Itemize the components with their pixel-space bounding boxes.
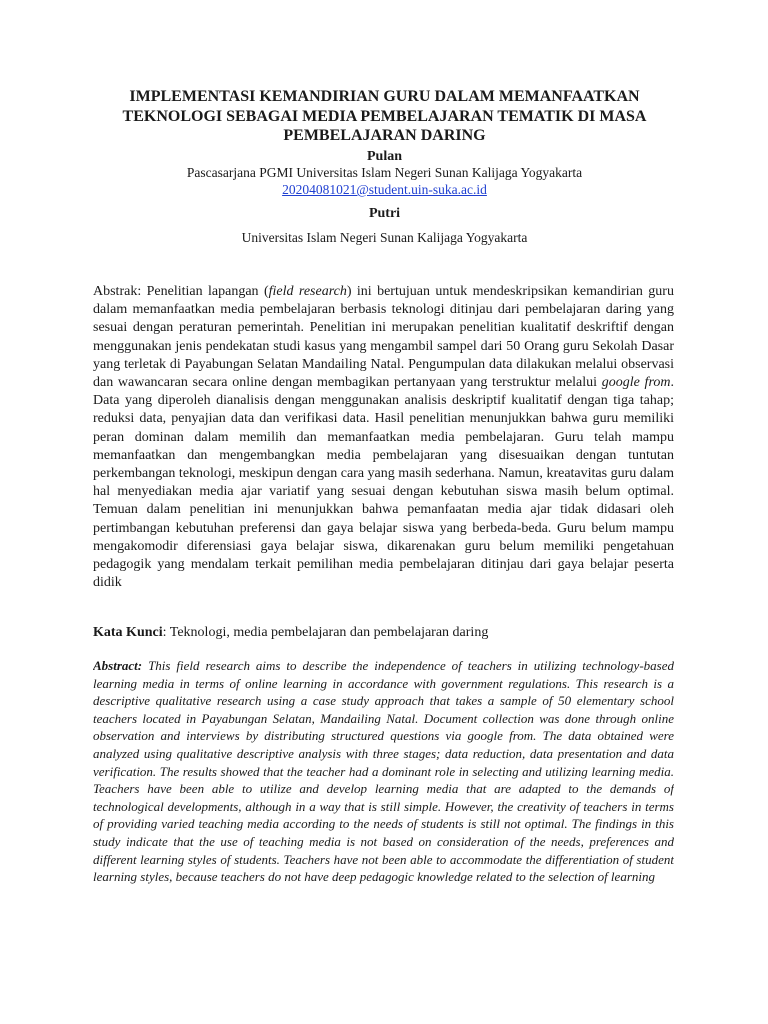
author-name-2: Putri <box>368 206 401 221</box>
abstract-label: Abstract: <box>93 658 143 673</box>
abstrak-text-b: . Data yang diperoleh dianalisis dengan menggunakan analisis deskriptif kualitatif dengan tiga tahap; reduksi data, penyajian data dan verifikasi data. Hasil penelitian menunjukkan bahwa guru memiliki peran dominan dalam memilih dan memanfaatkan media pembelajaran. Guru telah mampu memanfaatkan dan mengembangkan media pembelajaran yang disesuaikan dengan tuntutan perkembangan teknologi, meskipun dengan cara yang masih sederhana. Namun, kreatavitas guru dalam hal menyediakan media ajar variatif yang sesuai dengan kebutuhan siswa masih belum optimal. Temuan dalam penelitian ini menunjukkan bahwa pemanfaatan media ajar tidak didasari oleh pertimbangan kebutuhan preferensi dan gaya belajar siswa yang berbeda-beda. Guru belum mampu mengakomodir diferensiasi gaya belajar siswa, dikarenakan guru belum memiliki pengetahuan pedagogik yang mendalam terkait pemilihan media pembelajaran ditinjau dari gaya belajar peserta didik <box>93 375 674 591</box>
kata-kunci <box>93 625 674 641</box>
abstract-text: This field research aims to describe the independence of teachers in utilizing technology-based learning media in terms of online learning in accordance with government regulations. This research is a descriptive qualitative research using a case study approach that takes a sample of 50 elementary school teachers located in Payabungan Selatan, Mandailing Natal. Document collection was done through online observation and interviews by distributing structured questions via google from. The data obtained were analyzed using qualitative descriptive analysis with three stages; data reduction, data presentation and data verification. The results showed that the teacher had a dominant role in selecting and utilizing learning media. Teachers have been able to utilize and develop learning media that are adapted to the demands of technological developments, although in a way that is still simple. However, the creativity of teachers in terms of providing varied teaching media according to the needs of students is still not optimal. The findings in this study indicate that the use of teaching media is not based on consideration of the needs, preferences and different learning styles of students. Teachers have not been able to accommodate the differentiation of student learning styles, because teachers do not have deep pedagogic knowledge related to the selection of learning <box>93 658 674 885</box>
paper-title: IMPLEMENTASI KEMANDIRIAN GURU DALAM MEMANFAATKAN TEKNOLOGI SEBAGAI MEDIA PEMBELAJARAN TEMATIK DI MASA PEMBELAJARAN DARING <box>122 88 647 144</box>
abstrak-term-google-from: google from <box>601 375 671 391</box>
abstrak-intro: Abstrak: Penelitian lapangan ( <box>93 284 269 299</box>
author-email-link[interactable]: 20204081021@student.uin-suka.ac.id <box>282 182 487 197</box>
author-affiliation-2: Universitas Islam Negeri Sunan Kalijaga Yogyakarta <box>241 230 528 245</box>
abstrak-paragraph <box>93 283 674 592</box>
author-name-1: Pulan <box>366 149 402 164</box>
kata-kunci-text: : Teknologi, media pembelajaran dan pembelajaran daring <box>162 625 489 640</box>
abstract-english <box>93 657 674 886</box>
abstrak-text-a: ) ini bertujuan untuk mendeskripsikan kemandirian guru dalam memanfaatkan media pembelajaran berbasis teknologi ditinjau dari pembelajaran daring yang sesuai dengan peraturan pemerintah. Penelitian ini merupakan penelitian kualitatif deskriftif dengan menggunakan jenis pendekatan studi kasus yang mengambil sampel dari 50 Orang guru Sekolah Dasar yang terletak di Payabungan Selatan Mandailing Natal. Pengumpulan data dilakukan melalui observasi dan wawancaran secara online dengan membagikan pertanyaan yang terstruktur melalui <box>93 284 674 391</box>
kata-kunci-label: Kata Kunci <box>93 625 163 640</box>
author-affiliation-1: Pascasarjana PGMI Universitas Islam Negeri Sunan Kalijaga Yogyakarta <box>186 165 583 180</box>
abstrak-term-field-research: field research <box>268 284 347 299</box>
